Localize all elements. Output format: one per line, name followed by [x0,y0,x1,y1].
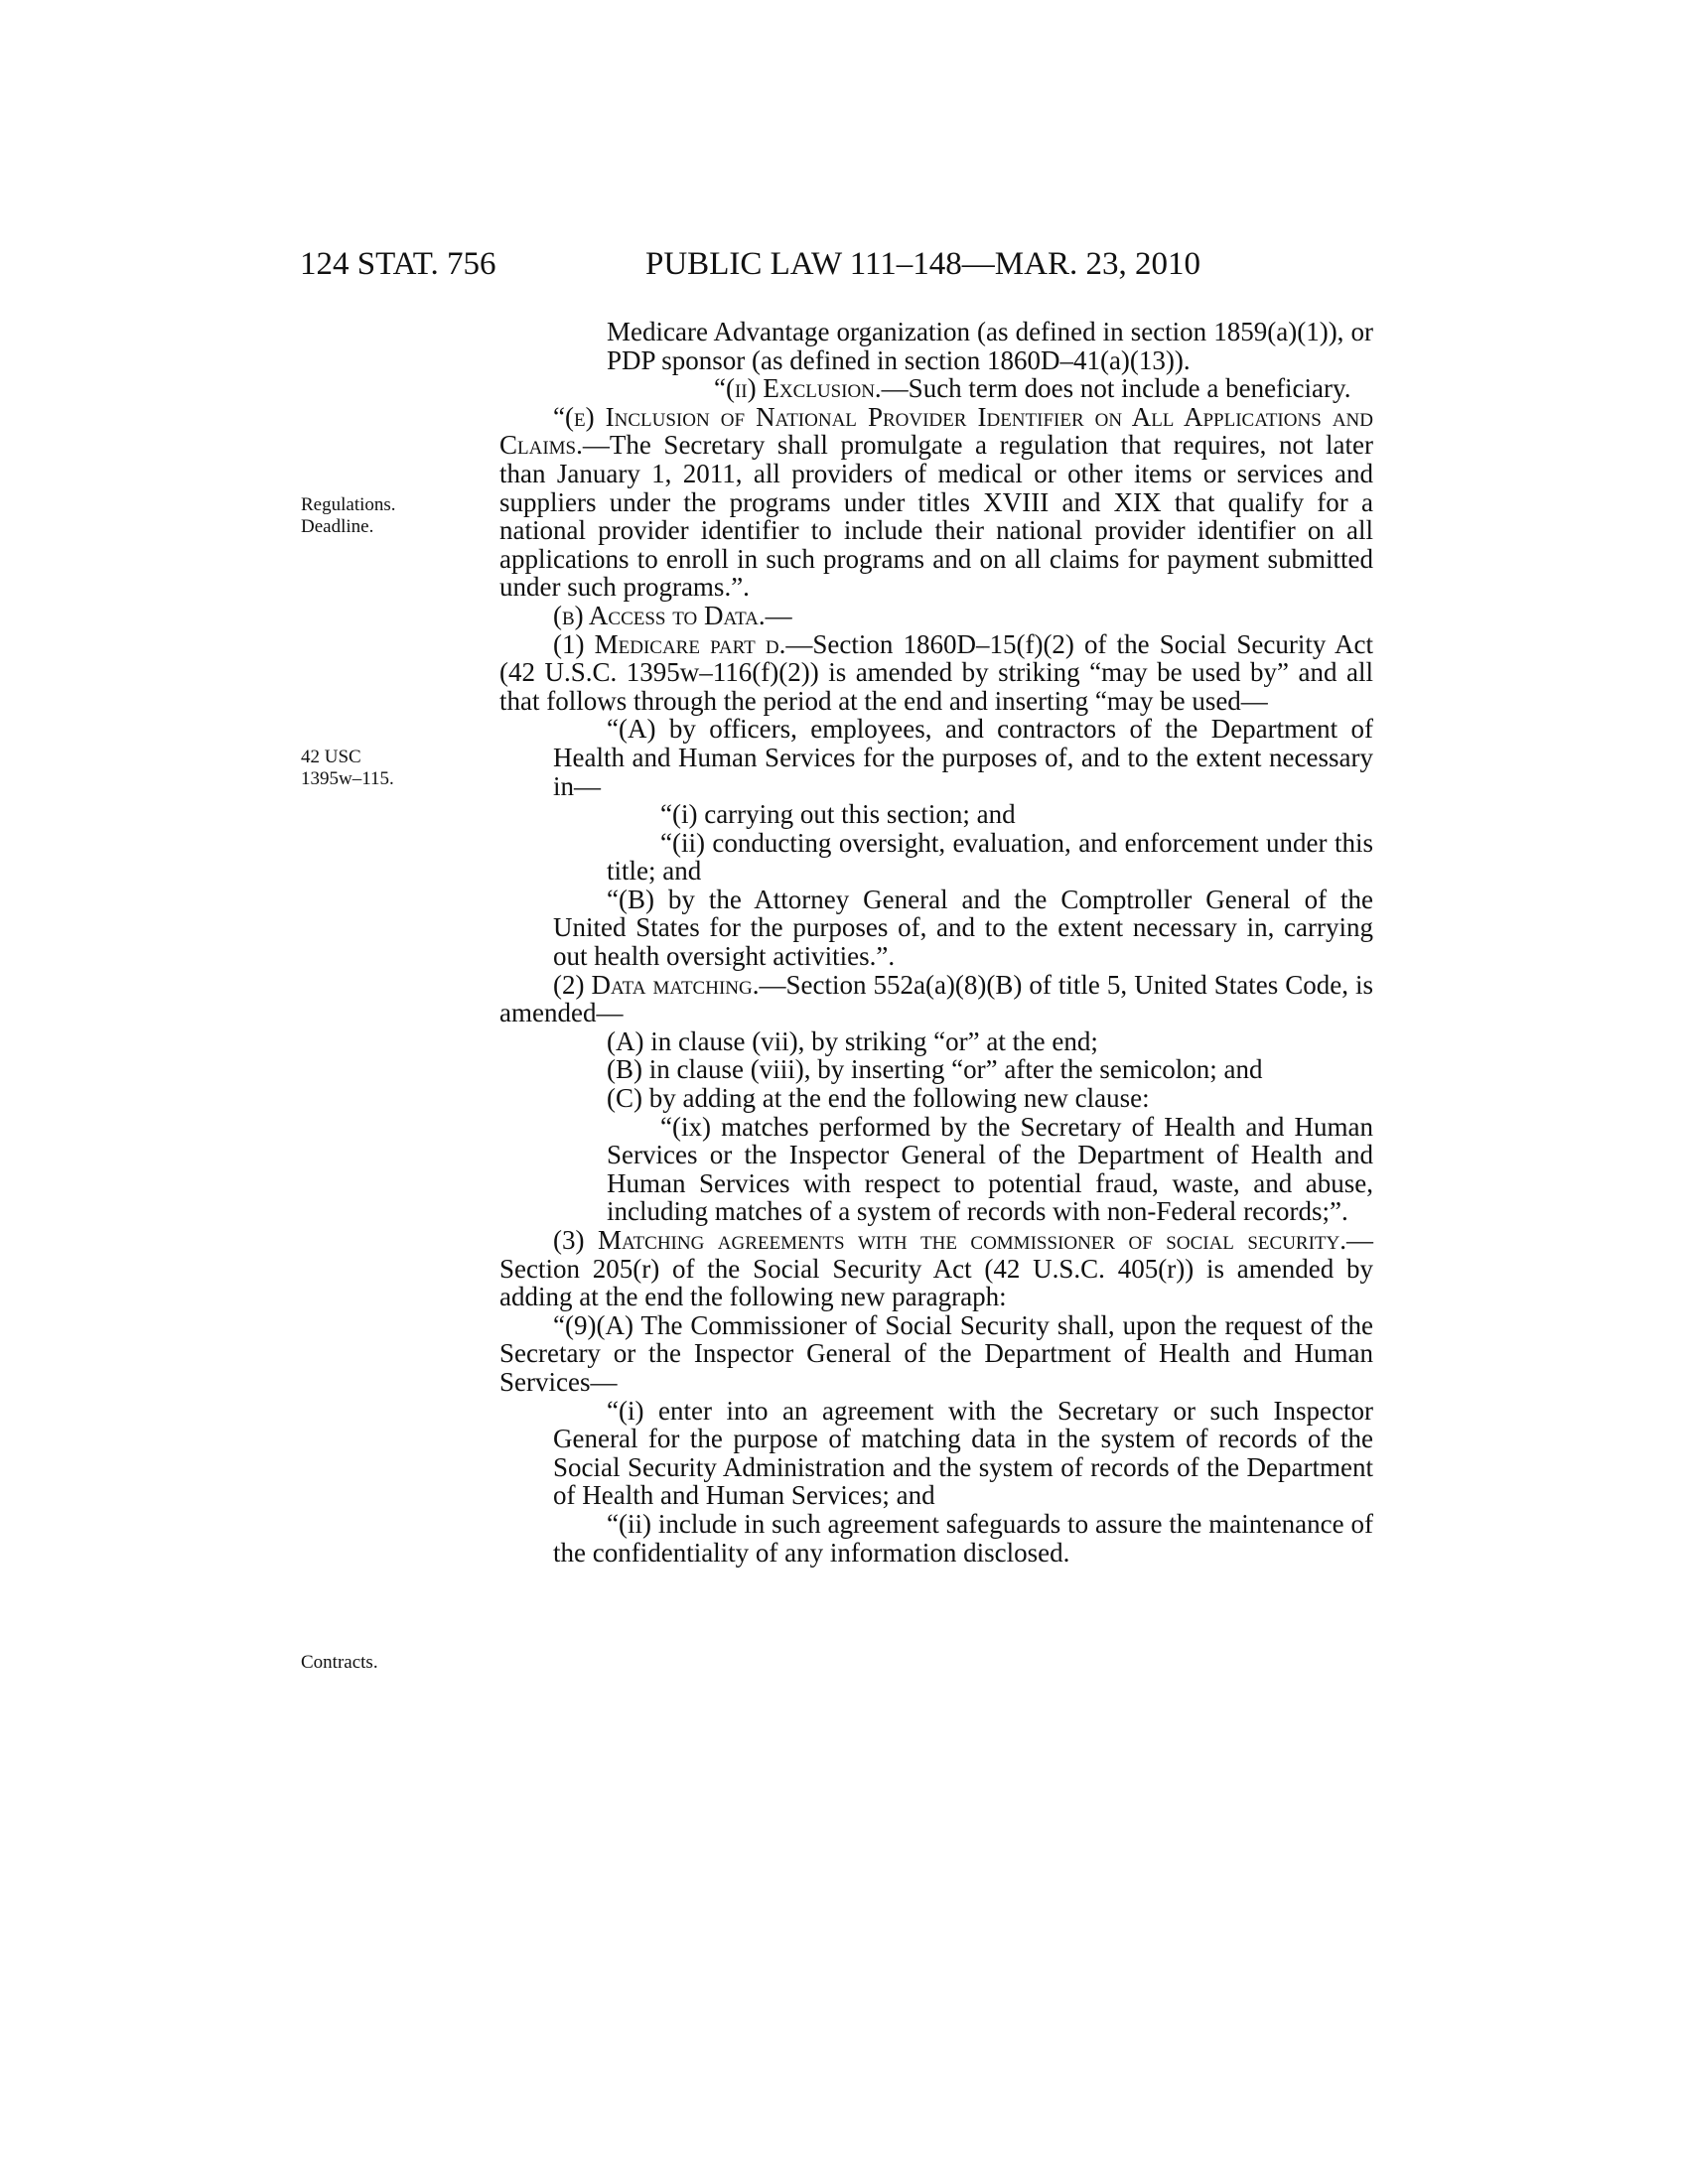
paragraph: “(i) enter into an agreement with the Secretary or such Inspector General for the purpose of matching data in the system of records of the Social Security Administration and the system of records of the Department of Health and Human Services; and [553,1395,1373,1511]
paragraph [499,403,1373,602]
paragraph: “(ii) include in such agreement safeguards to assure the maintenance of the confidentiality of any information disclosed. [553,1508,1373,1568]
paragraph [446,630,1373,716]
paragraph-heading: (1) Medicare part d. [553,628,786,659]
paragraph-heading: “(e) Inclusion of National Provider Identifier on All Applications and Claims. [499,401,1373,461]
paragraph-text: —The Secretary shall promulgate a regulation that requires, not later than January 1, 2011, all providers of medical or other items or services and suppliers under the programs under titles XVIII and XIX that qualify for a national provider identifier to include their national provider identifier on all applications to enroll in such programs and on all claims for payment submitted under such programs.”. [499,430,1373,603]
paragraph-heading: (2) Data matching. [553,969,760,1000]
paragraph-heading: (b) Access to Data. [553,600,766,630]
running-header-title: PUBLIC LAW 111–148—MAR. 23, 2010 [645,246,1200,282]
paragraph [499,602,1373,630]
paragraph: Medicare Advantage organization (as defined in section 1859(a)(1)), or PDP sponsor (as defined in section 1860D–41(a)(13)). [607,317,1373,375]
margin-note-usc-line2: 1395w–115. [301,768,394,789]
paragraph: “(B) by the Attorney General and the Comptroller General of the United States for the purposes of, and to the extent necessary in, carrying out health oversight activities.”. [553,884,1373,972]
paragraph: “(9)(A) The Commissioner of Social Security shall, upon the request of the Secretary or the Inspector General of the Department of Health and Human Services— [499,1309,1373,1397]
paragraph-text: —Section 552a(a)(8)(B) of title 5, United States Code, is amended— [499,969,1373,1028]
margin-note-regulations: Regulations. [301,494,396,515]
paragraph [499,1226,1373,1311]
margin-note-deadline: Deadline. [301,516,374,537]
paragraph: “(i) carrying out this section; and [660,799,1016,830]
paragraph: (B) in clause (viii), by inserting “or” after the semicolon; and [607,1054,1263,1085]
paragraph [499,971,1373,1027]
paragraph-text: —Section 1860D–15(f)(2) of the Social Security Act (42 U.S.C. 1395w–116(f)(2)) is amended by striking “may be used by” and all that follows through the period at the end and inserting “may be used— [499,628,1373,716]
paragraph: “(ii) conducting oversight, evaluation, and enforcement under this title; and [607,827,1373,887]
paragraph-text: — [765,600,792,630]
paragraph-heading: (3) Matching agreements with the commissioner of social security. [553,1225,1346,1255]
margin-note-usc-line1: 42 USC [301,747,361,767]
statute-page-number: 124 STAT. 756 [300,246,496,282]
paragraph-heading: “(ii) Exclusion. [714,373,882,404]
paragraph: “(A) by officers, employees, and contractors of the Department of Health and Human Services for the purposes of, and to the extent necessary in— [553,714,1373,801]
paragraph: “(ix) matches performed by the Secretary of Health and Human Services or the Inspector General of the Department of Health and Human Services with respect to potential fraud, waste, and abuse, including matches of a system of records with non-Federal records;”. [607,1111,1373,1227]
paragraph: (C) by adding at the end the following new clause: [607,1083,1150,1114]
statute-body-text [499,318,1373,1567]
margin-note-contracts: Contracts. [301,1652,378,1673]
paragraph: (A) in clause (vii), by striking “or” at the end; [607,1025,1098,1056]
paragraph [499,374,1373,403]
paragraph-text: —Such term does not include a beneficiary. [881,373,1351,404]
paragraph-text: —Section 205(r) of the Social Security Act (42 U.S.C. 405(r)) is amended by adding at the end the following new paragraph: [499,1225,1373,1312]
